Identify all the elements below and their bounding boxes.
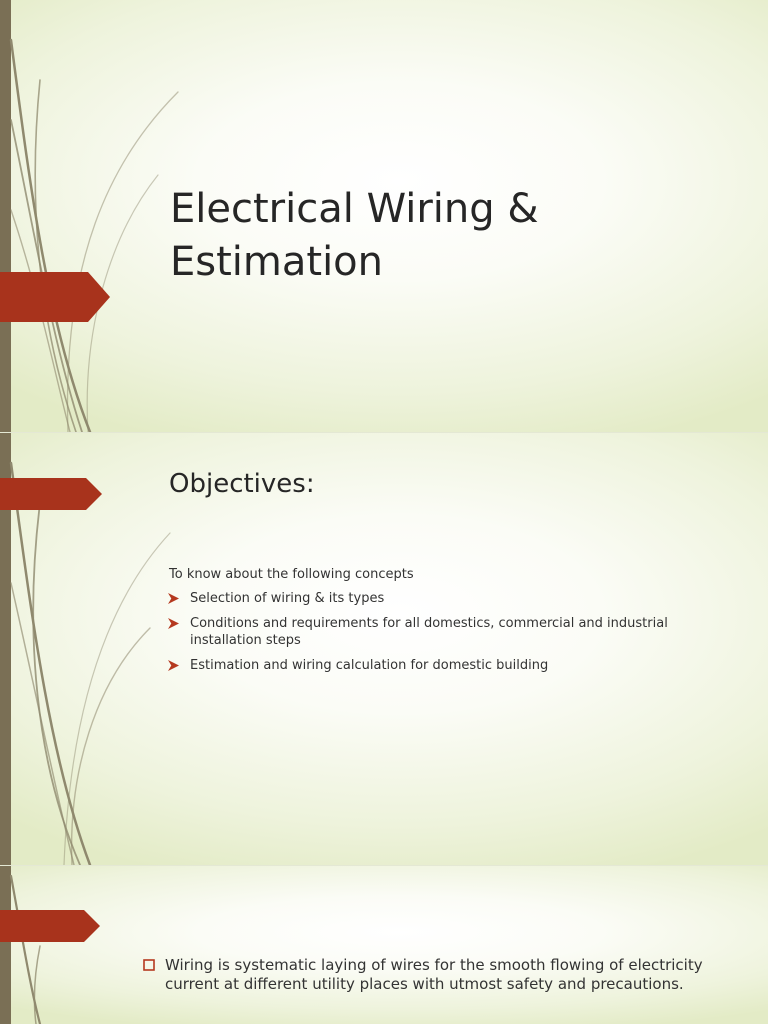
list-item (168, 657, 688, 674)
list-item-text: Conditions and requirements for all domestics, commercial and industrial installation steps (190, 616, 668, 648)
arrow-bullet-icon (168, 660, 179, 671)
objectives-list (168, 590, 688, 682)
slide-heading: Objectives: (169, 469, 315, 499)
list-item (168, 590, 688, 607)
decorative-curves (0, 866, 200, 1024)
accent-tab (0, 910, 100, 942)
objectives-slide (0, 433, 768, 865)
arrow-bullet-icon (168, 618, 179, 629)
arrow-bullet-icon (168, 593, 179, 604)
list-item-text: Estimation and wiring calculation for domestic building (190, 658, 549, 673)
accent-tab (0, 272, 110, 322)
list-item (168, 615, 688, 649)
body-bullet (143, 956, 703, 994)
title-slide (0, 0, 768, 432)
definition-slide (0, 866, 768, 1024)
slide-title: Electrical Wiring & Estimation (170, 186, 539, 285)
accent-tab (0, 478, 102, 510)
intro-text: To know about the following concepts (169, 567, 414, 582)
list-item-text: Selection of wiring & its types (190, 591, 385, 606)
body-text: Wiring is systematic laying of wires for the smooth flowing of electricity current at different utility places with utmost safety and precautions. (165, 956, 703, 993)
hollow-square-icon (143, 959, 155, 971)
